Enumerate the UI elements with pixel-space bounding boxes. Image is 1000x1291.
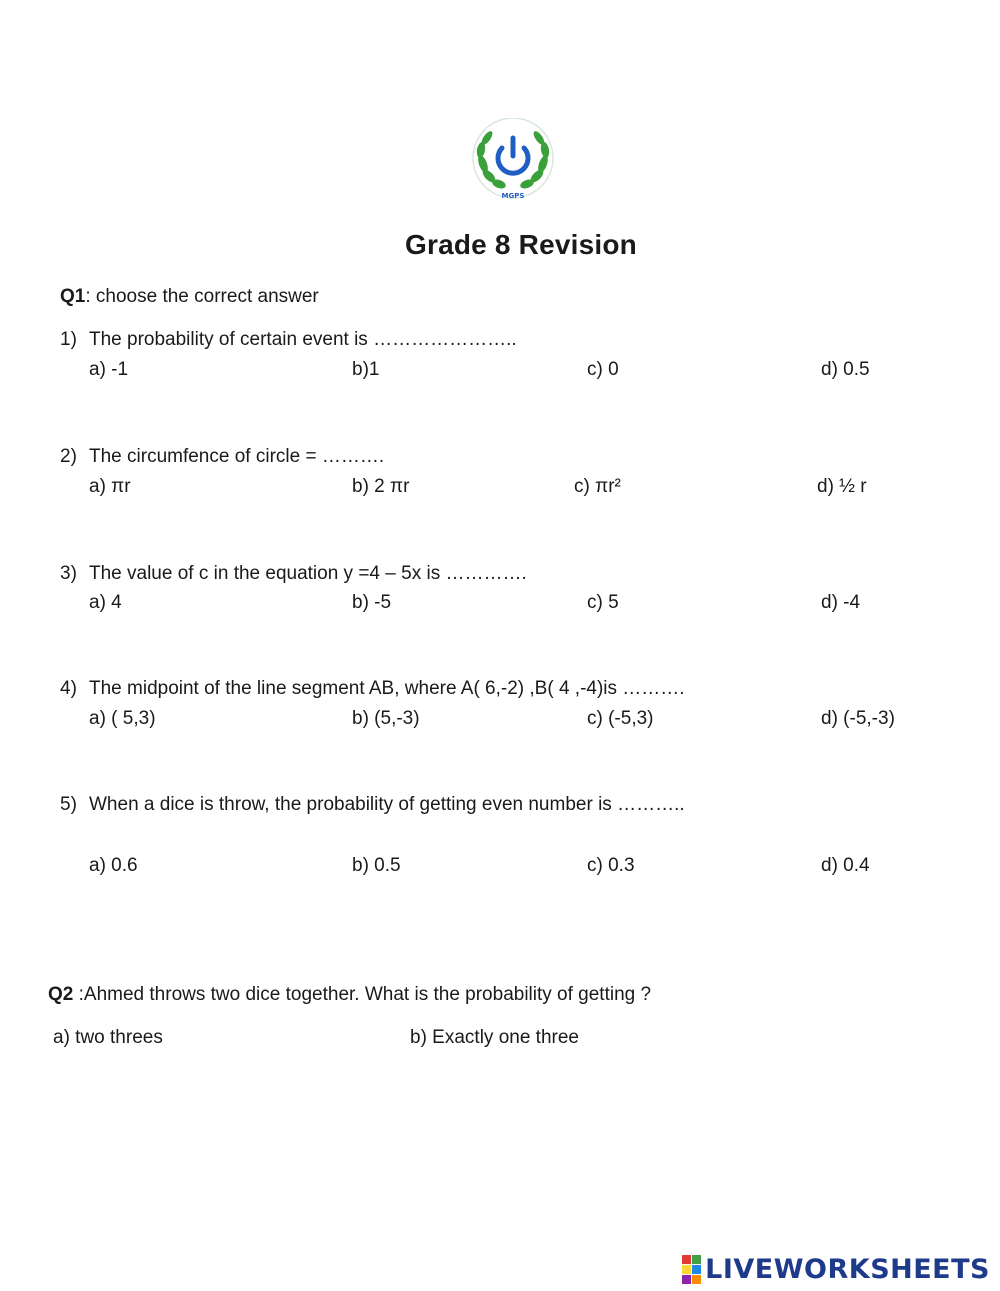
option-d: d) ½ r [817, 476, 867, 497]
option-d: d) (-5,-3) [821, 708, 895, 729]
option-c: c) 0.3 [587, 855, 635, 876]
question-text: The value of c in the equation y =4 – 5x is …………. [89, 563, 527, 584]
q2-part-b: b) Exactly one three [410, 1027, 579, 1048]
option-a: a) 0.6 [89, 855, 138, 876]
option-a: a) ( 5,3) [89, 708, 156, 729]
option-a: a) -1 [89, 359, 129, 380]
page-title: Grade 8 Revision [405, 229, 637, 260]
option-c: c) 5 [587, 592, 619, 613]
question-text: When a dice is throw, the probability of getting even number is ……….. [89, 794, 685, 815]
q2-text: :Ahmed throws two dice together. What is the probability of getting ? [73, 984, 652, 1005]
q1-instruction: : choose the correct answer [85, 286, 319, 307]
question-number: 4) [60, 678, 77, 699]
option-d: d) 0.4 [821, 855, 870, 876]
question-number: 5) [60, 794, 77, 815]
brand-text: LIVEWORKSHEETS [705, 1253, 990, 1285]
option-b: b) 0.5 [352, 855, 401, 876]
liveworksheets-brand [682, 1251, 990, 1287]
option-b: b) -5 [352, 592, 392, 613]
question-number: 1) [60, 329, 77, 350]
q2-label: Q2 [48, 984, 74, 1005]
option-c: c) πr² [574, 476, 621, 497]
option-b: b)1 [352, 359, 380, 380]
q1-label: Q1 [60, 286, 86, 307]
option-d: d) 0.5 [821, 359, 870, 380]
question-number: 3) [60, 563, 77, 584]
option-c: c) 0 [587, 359, 619, 380]
question-text: The midpoint of the line segment AB, where A( 6,-2) ,B( 4 ,-4)is ………. [89, 678, 685, 699]
option-a: a) 4 [89, 592, 122, 613]
q1-heading [60, 286, 319, 308]
q2-part-a: a) two threes [53, 1027, 163, 1048]
question-text: The probability of certain event is ………………….. [89, 329, 517, 350]
option-b: b) 2 πr [352, 476, 410, 497]
q2-heading [48, 984, 651, 1006]
question-text: The circumfence of circle = ………. [89, 446, 385, 467]
svg-text:MGPS: MGPS [501, 192, 525, 200]
brand-logo-icon [682, 1255, 701, 1284]
option-c: c) (-5,3) [587, 708, 654, 729]
option-b: b) (5,-3) [352, 708, 420, 729]
option-a: a) πr [89, 476, 131, 497]
option-d: d) -4 [821, 592, 861, 613]
question-number: 2) [60, 446, 77, 467]
school-logo-graphic [469, 118, 557, 204]
school-logo [469, 118, 557, 204]
